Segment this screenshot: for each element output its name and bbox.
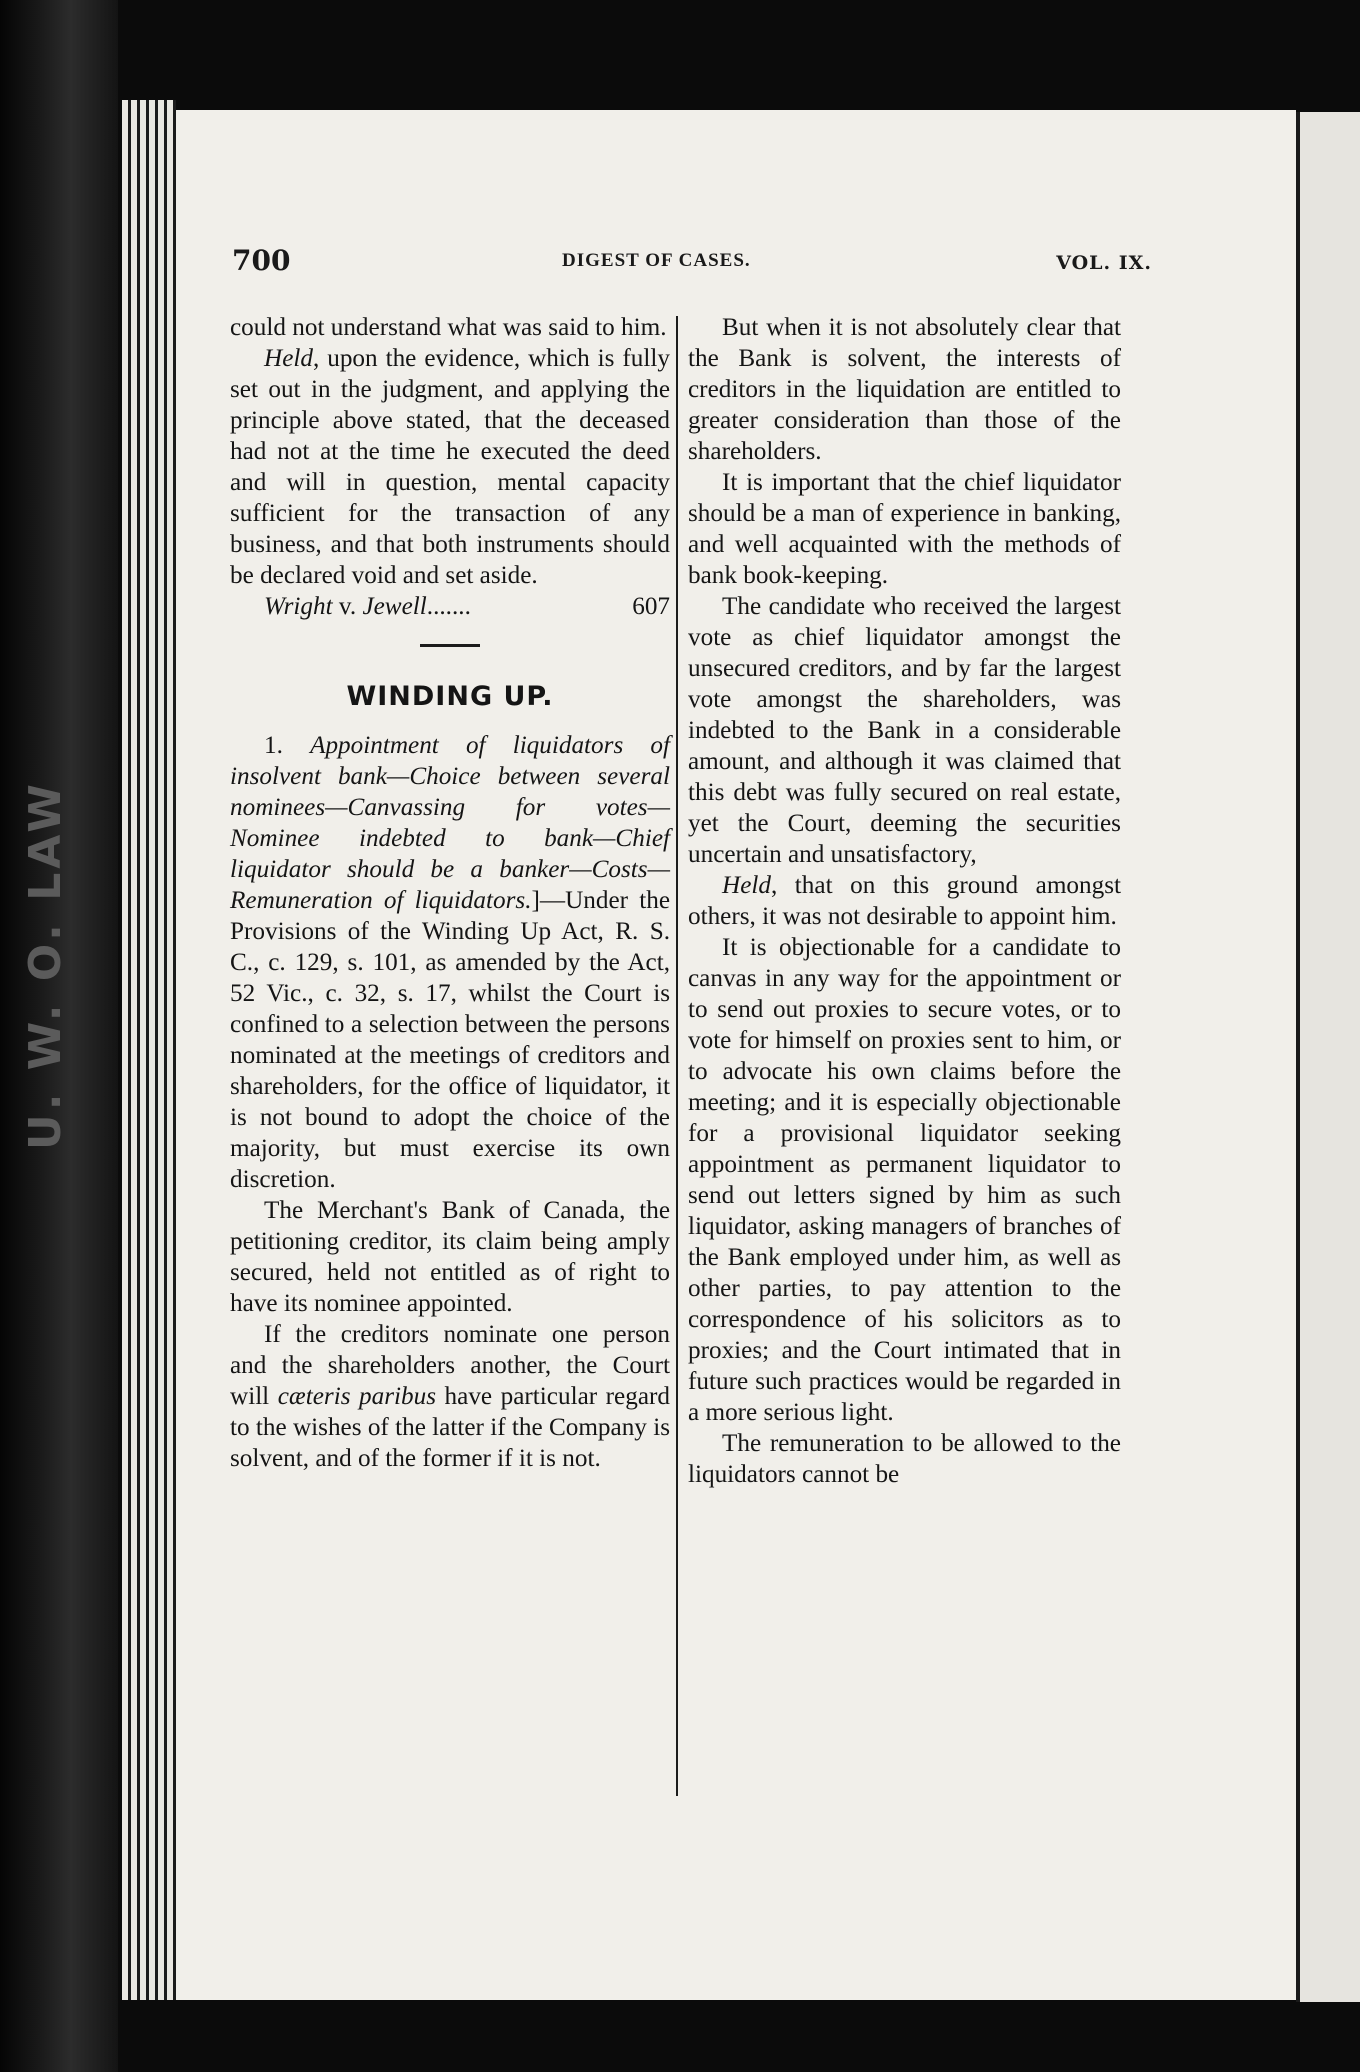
section-rule	[420, 644, 480, 647]
book-page-edges	[122, 100, 176, 2000]
section-title: WINDING UP.	[346, 681, 554, 712]
paragraph-headnote	[230, 730, 670, 1195]
column-divider	[676, 316, 678, 1796]
volume-label: VOL. IX.	[1056, 252, 1152, 274]
case-party-1: Wright	[264, 593, 333, 620]
paragraph: It is important that the chief liquidator should be a man of experience in banking, and well acquainted with the methods of bank book-keeping.	[688, 469, 1121, 589]
right-column	[688, 312, 1121, 1490]
paragraph: But when it is not absolutely clear that the Bank is solvent, the interests of creditors in the liquidation are entitled to greater consideration than those of the shareholders.	[688, 314, 1121, 465]
text: If the creditors nominate one person and the shareholders another, the Court will	[230, 1321, 670, 1410]
headnote-text: ]—Under the Provisions of the Winding Up Act, R. S. C., c. 129, s. 101, as amended by the Act, 52 Vic., c. 32, s. 17, whilst the Court is confined to a selection between the persons nominated at the meetings of creditors and shareholders, for the office of liquidator, it is not bound to adopt the choice of the majority, but must exercise its own discretion.	[230, 887, 671, 1193]
case-party-2: Jewell	[362, 593, 427, 620]
paragraph-held	[230, 343, 670, 591]
left-column	[230, 312, 670, 1474]
page-number: 700	[232, 244, 291, 277]
running-title: DIGEST OF CASES.	[562, 250, 751, 271]
paragraph: The Merchant's Bank of Canada, the petitioning creditor, its claim being amply secured, held not entitled as of right to have its nominee appointed.	[230, 1197, 670, 1317]
held-label: Held	[722, 872, 771, 899]
paragraph-held	[688, 870, 1121, 932]
page-header	[232, 244, 1152, 284]
paragraph-nominate	[230, 1319, 670, 1474]
facing-page-edge	[1296, 112, 1360, 2002]
case-reference	[230, 591, 670, 622]
paragraph: could not understand what was said to him.	[230, 314, 667, 341]
library-stamp: U. W. O. LAW	[20, 780, 71, 1150]
case-versus: v.	[332, 593, 363, 620]
scan-left-margin	[0, 0, 118, 2072]
headnote: Appointment of liquidators of insolvent bank—Choice between several nominees—Canvassing for votes—Nominee indebted to bank—Chief liquidator should be a banker—Costs—Remuneration of liquidators.	[230, 732, 671, 914]
text: have particular regard to the wishes of the latter if the Company is solvent, and of the former if it is not.	[230, 1383, 670, 1472]
paragraph: The candidate who received the largest vote as chief liquidator amongst the unsecured creditors, and by far the largest vote amongst the shareholders, was indebted to the Bank in a considerable amount, and although it was claimed that this debt was fully secured on real estate, yet the Court, deeming the securities uncertain and unsatisfactory,	[688, 593, 1121, 868]
latin-phrase: cæteris paribus	[277, 1383, 437, 1410]
case-page: 607	[632, 593, 670, 620]
case-leader-dots: .......	[426, 593, 471, 620]
paragraph: It is objectionable for a candidate to canvas in any way for the appointment or to send out proxies to secure votes, or to vote for himself on proxies sent to him, or to advocate his own claims before the meeting; and it is especially objectionable for a provisional liquidator seeking appointment as permanent liquidator to send out letters signed by him as such liquidator, asking managers of branches of the Bank employed under him, as well as other parties, to pay attention to the correspondence of his solicitors as to proxies; and the Court intimated that in future such practices would be regarded in a more serious light.	[688, 934, 1121, 1426]
item-number: 1.	[264, 732, 311, 759]
paragraph: The remuneration to be allowed to the liquidators cannot be	[688, 1430, 1121, 1488]
held-text: , upon the evidence, which is fully set out in the judgment, and applying the principle above stated, that the deceased had not at the time he executed the deed and will in question, mental capacity sufficient for the transaction of any business, and that both instruments should be declared void and set aside.	[230, 345, 670, 589]
held-text: , that on this ground amongst others, it was not desirable to appoint him.	[688, 872, 1121, 930]
held-label: Held	[264, 345, 313, 372]
